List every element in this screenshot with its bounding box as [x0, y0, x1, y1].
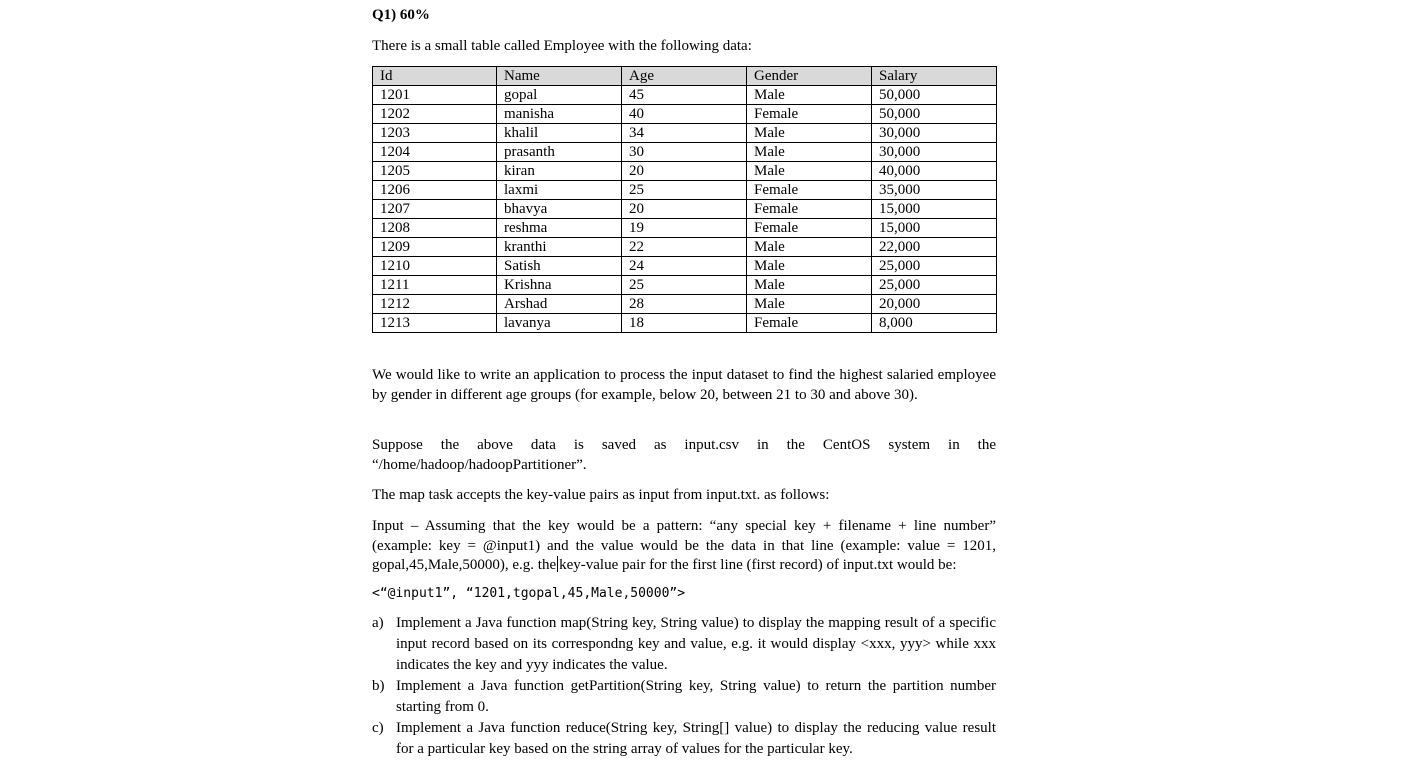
cell-salary: 15,000	[872, 200, 997, 219]
input-description-text: Input – Assuming that the key would be a pattern: “any special key + filename + line number” (example: key = @input1) and the value would be the data in that line (example: value = 1201, gopal,45,Male,50000), e.g. the	[372, 518, 996, 573]
cell-age: 45	[622, 86, 747, 105]
task-marker: c)	[372, 720, 384, 736]
cell-id: 1205	[373, 162, 497, 181]
cell-age: 40	[622, 105, 747, 124]
task-marker: a)	[372, 615, 384, 631]
cell-gender: Male	[747, 143, 872, 162]
cell-id: 1212	[373, 295, 497, 314]
table-row	[373, 105, 997, 124]
paragraph-goal: We would like to write an application to process the input dataset to find the highest salaried employee by gender in different age groups (for example, below 20, between 21 to 30 and above 30).	[372, 367, 996, 403]
column-header-id: Id	[373, 67, 497, 86]
task-item-c	[372, 718, 996, 760]
task-text: Implement a Java function reduce(String key, String[] value) to display the reducing value result for a particular key based on the string array of values for the particular key.	[396, 720, 996, 757]
text-cursor	[557, 556, 558, 572]
table-header-row	[373, 67, 997, 86]
cell-salary: 30,000	[872, 124, 997, 143]
cell-salary: 20,000	[872, 295, 997, 314]
cell-salary: 8,000	[872, 314, 997, 333]
column-header-salary: Salary	[872, 67, 997, 86]
task-list	[372, 613, 996, 760]
cell-id: 1204	[373, 143, 497, 162]
table-row	[373, 219, 997, 238]
cell-name: kranthi	[497, 238, 622, 257]
cell-salary: 25,000	[872, 257, 997, 276]
cell-name: Satish	[497, 257, 622, 276]
cell-id: 1209	[373, 238, 497, 257]
example-key-value-pair: <“@input1”, “1201,tgopal,45,Male,50000”>	[372, 586, 686, 601]
cell-gender: Male	[747, 295, 872, 314]
cell-id: 1207	[373, 200, 497, 219]
cell-age: 34	[622, 124, 747, 143]
cell-name: gopal	[497, 86, 622, 105]
table-row	[373, 295, 997, 314]
cell-id: 1213	[373, 314, 497, 333]
cell-salary: 22,000	[872, 238, 997, 257]
cell-gender: Male	[747, 257, 872, 276]
table-row	[373, 257, 997, 276]
cell-gender: Female	[747, 314, 872, 333]
task-text: Implement a Java function map(String key, String value) to display the mapping result of a specific input record based on its correspondng key and value, e.g. it would display <xxx, yyy> while xxx indicates the key and yyy indicates the value.	[396, 615, 996, 673]
cell-salary: 35,000	[872, 181, 997, 200]
cell-id: 1208	[373, 219, 497, 238]
cell-gender: Female	[747, 105, 872, 124]
task-text: Implement a Java function getPartition(String key, String value) to return the partition number starting from 0.	[396, 678, 996, 715]
paragraph-input-description	[372, 517, 996, 576]
cell-age: 18	[622, 314, 747, 333]
cell-gender: Male	[747, 86, 872, 105]
cell-name: Arshad	[497, 295, 622, 314]
cell-age: 20	[622, 200, 747, 219]
cell-name: Krishna	[497, 276, 622, 295]
cell-gender: Male	[747, 276, 872, 295]
cell-age: 30	[622, 143, 747, 162]
cell-age: 19	[622, 219, 747, 238]
cell-name: manisha	[497, 105, 622, 124]
column-header-age: Age	[622, 67, 747, 86]
cell-salary: 15,000	[872, 219, 997, 238]
cell-name: prasanth	[497, 143, 622, 162]
table-row	[373, 314, 997, 333]
task-item-b	[372, 676, 996, 718]
table-row	[373, 86, 997, 105]
task-item-a	[372, 613, 996, 676]
employee-table	[372, 66, 997, 333]
cell-id: 1201	[373, 86, 497, 105]
table-row	[373, 143, 997, 162]
column-header-gender: Gender	[747, 67, 872, 86]
table-row	[373, 200, 997, 219]
cell-age: 20	[622, 162, 747, 181]
table-body	[373, 86, 997, 333]
cell-name: lavanya	[497, 314, 622, 333]
cell-name: laxmi	[497, 181, 622, 200]
input-description-text-end: key-value pair for the first line (first record) of input.txt would be:	[559, 557, 957, 573]
cell-name: bhavya	[497, 200, 622, 219]
question-heading: Q1) 60%	[372, 7, 430, 23]
cell-salary: 40,000	[872, 162, 997, 181]
cell-salary: 50,000	[872, 105, 997, 124]
cell-age: 28	[622, 295, 747, 314]
cell-gender: Female	[747, 181, 872, 200]
table-row	[373, 181, 997, 200]
cell-id: 1203	[373, 124, 497, 143]
cell-age: 25	[622, 276, 747, 295]
cell-age: 25	[622, 181, 747, 200]
cell-id: 1202	[373, 105, 497, 124]
cell-gender: Male	[747, 162, 872, 181]
cell-gender: Female	[747, 200, 872, 219]
table-row	[373, 238, 997, 257]
cell-salary: 30,000	[872, 143, 997, 162]
table-row	[373, 162, 997, 181]
intro-text: There is a small table called Employee with the following data:	[372, 38, 752, 54]
cell-gender: Male	[747, 238, 872, 257]
cell-name: reshma	[497, 219, 622, 238]
task-marker: b)	[372, 678, 385, 694]
cell-name: khalil	[497, 124, 622, 143]
cell-age: 22	[622, 238, 747, 257]
cell-id: 1210	[373, 257, 497, 276]
cell-id: 1211	[373, 276, 497, 295]
paragraph-map-task: The map task accepts the key-value pairs as input from input.txt. as follows:	[372, 487, 830, 503]
cell-gender: Male	[747, 124, 872, 143]
cell-name: kiran	[497, 162, 622, 181]
table-row	[373, 124, 997, 143]
cell-id: 1206	[373, 181, 497, 200]
table-row	[373, 276, 997, 295]
column-header-name: Name	[497, 67, 622, 86]
cell-age: 24	[622, 257, 747, 276]
cell-salary: 50,000	[872, 86, 997, 105]
cell-salary: 25,000	[872, 276, 997, 295]
paragraph-dataset-location: Suppose the above data is saved as input.csv in the CentOS system in the “/home/hadoop/hadoopPartitioner”.	[372, 437, 996, 473]
cell-gender: Female	[747, 219, 872, 238]
